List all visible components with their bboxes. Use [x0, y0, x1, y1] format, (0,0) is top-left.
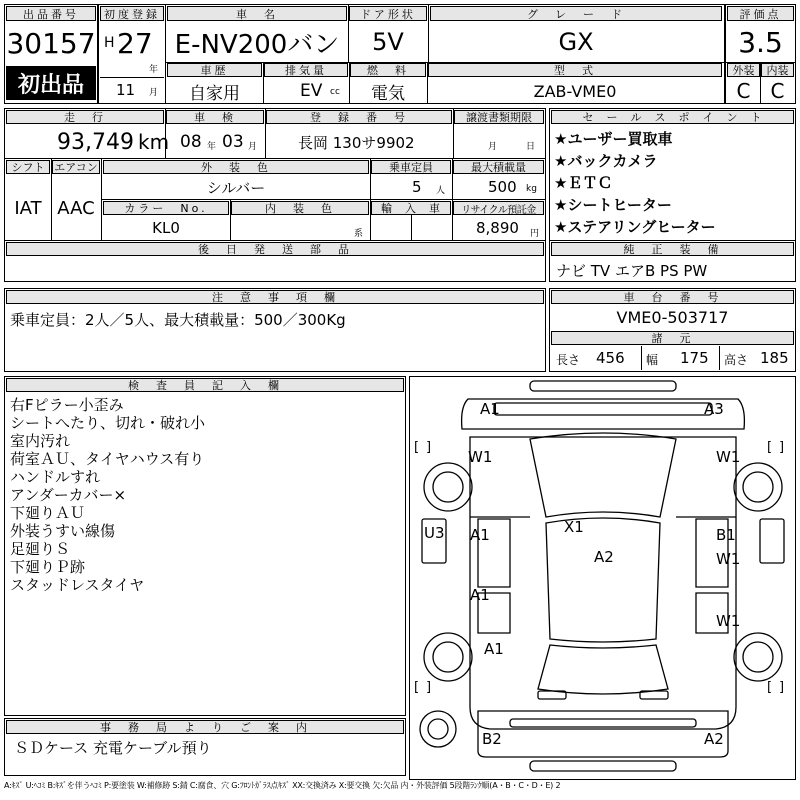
inspector-notes [10, 396, 205, 594]
car-diagram [410, 377, 796, 780]
inspection-month-unit: 月 [248, 141, 258, 152]
mileage-unit: km [138, 130, 170, 154]
svg-text:[: [ [414, 680, 420, 695]
color-number-label: カラー No. [103, 201, 229, 215]
sales-point: ★ステアリングヒーター [554, 218, 716, 236]
lot-label: 出品番号 [6, 6, 96, 21]
exterior-grade: C [736, 79, 751, 103]
notes-label: 注 意 事 項 欄 [6, 290, 544, 304]
fuel-label: 燃 料 [350, 63, 426, 77]
damage-mark: B1 [716, 526, 736, 544]
transfer-deadline-label: 譲渡書類期限 [454, 110, 544, 124]
svg-text:]: ] [779, 440, 785, 455]
fuel: 電気 [371, 83, 405, 104]
inspector-note: 右Fピラー小歪み [10, 396, 124, 414]
grade-label: グ レ ー ド [430, 6, 722, 21]
model-label: 型 式 [428, 63, 722, 77]
svg-text:[: [ [767, 680, 773, 695]
damage-mark: W1 [716, 612, 741, 630]
displacement-unit: cc [330, 87, 340, 97]
later-parts-label: 後 日 発 送 部 品 [6, 242, 544, 256]
lot-number: 30157 [6, 26, 96, 60]
import-car-label: 輸 入 車 [371, 201, 451, 215]
score-label: 評価点 [727, 6, 794, 21]
aircon-type: AAC [57, 197, 95, 219]
plate-label: 登 録 番 号 [266, 110, 452, 124]
svg-text:]: ] [779, 680, 785, 695]
door-type-label: ドア形状 [349, 6, 427, 21]
damage-mark: A3 [704, 400, 724, 418]
mileage-label: 走 行 [6, 110, 164, 124]
inspector-note: スタッドレスタイヤ [10, 576, 145, 594]
interior-grade: C [770, 79, 785, 103]
displacement-label: 排気量 [264, 63, 348, 77]
car-name: E-NV200バン [174, 29, 340, 60]
max-load: 500 [488, 178, 517, 196]
inspection-month: 03 [222, 132, 244, 152]
vehicle-history: 自家用 [189, 83, 240, 104]
damage-mark: X1 [564, 518, 584, 536]
damage-mark: U3 [424, 524, 445, 542]
mileage: 93,749 [57, 129, 134, 155]
damage-mark: A1 [470, 526, 490, 544]
damage-mark: W1 [716, 448, 741, 466]
height-label: 高さ [724, 352, 749, 367]
inspector-note: 足廻りＳ [10, 540, 71, 558]
height-value: 185 [760, 349, 789, 367]
capacity-label: 乗車定員 [371, 160, 451, 174]
svg-text:]: ] [426, 680, 432, 695]
registration-plate: 長岡 130サ9902 [298, 133, 415, 152]
damage-mark: B2 [482, 730, 502, 748]
interior-label: 内装 [761, 63, 794, 77]
svg-text:]: ] [426, 440, 432, 455]
sales-point: ★シートヒーター [554, 196, 672, 214]
inspection-year-unit: 年 [207, 141, 217, 152]
era-mark: H [104, 35, 115, 51]
shift-type: IAT [14, 197, 42, 219]
chassis-label: 車 台 番 号 [551, 290, 794, 304]
svg-text:[: [ [767, 440, 773, 455]
inspector-note: 下廻りＡＵ [10, 504, 86, 522]
inspector-note: 下廻りＰ跡 [10, 558, 86, 576]
door-type: 5V [372, 28, 404, 56]
equipment-list: ナビ TV エアB PS PW [556, 261, 708, 280]
car-name-label: 車 名 [167, 6, 347, 21]
recycle-deposit: 8,890 [476, 219, 519, 237]
max-load-label: 最大積載量 [453, 160, 544, 174]
first-registration-label: 初度登録 [100, 6, 164, 21]
svg-text:[: [ [414, 440, 420, 455]
exterior-color: シルバー [206, 178, 266, 197]
inspector-note: 室内汚れ [10, 432, 71, 450]
damage-mark: A1 [470, 586, 490, 604]
equipment-label: 純 正 装 備 [551, 242, 794, 256]
chassis-number: VME0-503717 [616, 307, 729, 327]
registration-month: 11 [116, 81, 136, 99]
year-unit: 年 [149, 64, 159, 75]
exterior-label: 外装 [727, 63, 760, 77]
inspector-label: 検 査 員 記 入 欄 [6, 378, 404, 392]
damage-mark: A1 [484, 640, 504, 658]
month-unit: 月 [149, 87, 159, 98]
sales-point: ★ユーザー買取車 [554, 130, 673, 148]
recycle-unit: 円 [530, 228, 540, 239]
inspector-note: ハンドルすれ [10, 468, 101, 486]
inspector-note: シートへたり、切れ・破れ小 [10, 414, 206, 432]
width-label: 幅 [646, 352, 659, 367]
auction-score: 3.5 [738, 25, 783, 59]
model-code: ZAB-VME0 [533, 81, 617, 101]
recycle-label: リサイクル預託金 [453, 201, 544, 215]
displacement: EV [300, 81, 323, 101]
sales-points-list [554, 128, 716, 238]
exterior-color-label: 外 装 色 [103, 160, 369, 174]
inspector-note: 荷室ＡＵ、タイヤハウス有り [10, 450, 205, 468]
legend-text: A:ｷｽﾞ U:ﾍｺﾐ B:ｷｽﾞを伴うﾍｺﾐ P:要塗装 W:補修跡 S:錆 C:腐食、穴 G:ﾌﾛﾝﾄｶﾞﾗｽ点ｷｽﾞ XX:交換済み X:要交換 欠:欠品 内・外装評価 5段階ﾗﾝｸ順(A・B・C・D・E) 2 [4, 781, 561, 790]
damage-mark: A1 [480, 400, 500, 418]
interior-color-label: 内 装 色 [231, 201, 369, 215]
capacity-unit: 人 [436, 185, 446, 196]
aircon-label: エアコン [52, 160, 100, 174]
transfer-month-unit: 月 [488, 141, 498, 152]
color-number: KL0 [152, 219, 180, 237]
notes-text: 乗車定員：2人／5人、最大積載量：500／300Kg [10, 310, 346, 329]
office-notes: ＳＤケース 充電ケーブル預り [14, 738, 212, 757]
damage-mark: W1 [468, 448, 493, 466]
inspection-label: 車 検 [166, 110, 264, 124]
history-label: 車歴 [167, 63, 262, 77]
grade: GX [558, 28, 594, 56]
damage-mark: A2 [594, 548, 614, 566]
capacity: 5 [412, 178, 422, 196]
inspector-note: アンダーカバー× [10, 486, 127, 504]
damage-mark: W1 [716, 550, 741, 568]
first-listing-badge: 初出品 [6, 66, 96, 100]
damage-mark: A2 [704, 730, 724, 748]
sales-points-label: セ ー ル ス ポ イ ン ト [551, 110, 794, 124]
length-label: 長さ [556, 352, 581, 367]
interior-color-unit: 系 [354, 228, 364, 239]
inspection-year: 08 [180, 132, 202, 152]
sales-point: ★バックカメラ [554, 152, 658, 170]
inspector-note: 外装うすい線傷 [10, 522, 116, 540]
dimensions-label: 諸 元 [551, 331, 794, 345]
office-label: 事 務 局 よ り ご 案 内 [6, 720, 404, 734]
shift-label: シフト [6, 160, 50, 174]
damage-diagram-block [409, 376, 796, 780]
registration-year: 27 [117, 26, 153, 60]
max-load-unit: kg [526, 184, 537, 194]
sales-point: ★ＥＴＣ [554, 174, 613, 192]
transfer-day-unit: 日 [526, 141, 536, 152]
length-value: 456 [596, 349, 625, 367]
width-value: 175 [680, 349, 709, 367]
